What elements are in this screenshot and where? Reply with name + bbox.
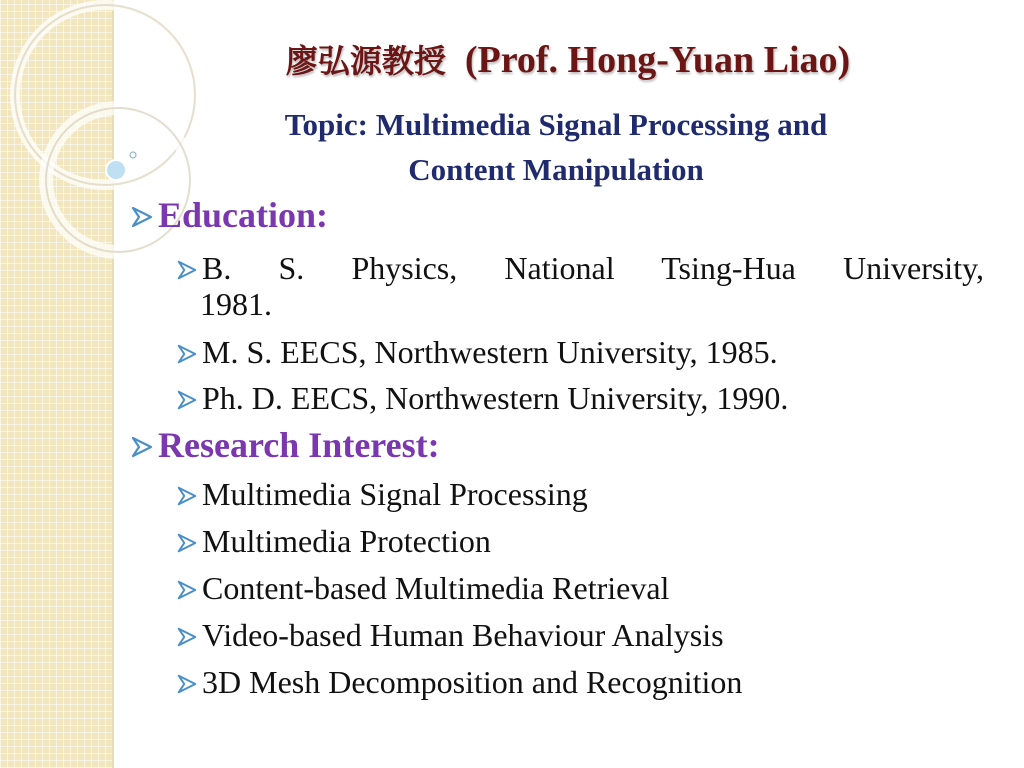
arrow-bullet-icon [130, 435, 158, 459]
arrow-bullet-icon [176, 579, 202, 601]
education-heading [130, 194, 328, 236]
research-item-text: 3D Mesh Decomposition and Recognition [202, 664, 743, 700]
research-item-text: Multimedia Signal Processing [202, 476, 588, 512]
research-item [176, 570, 669, 606]
research-item [176, 476, 588, 512]
title-chinese-name: 廖弘源教授 [285, 42, 446, 80]
topic-line-1: Topic: Multimedia Signal Processing and [284, 107, 828, 142]
arrow-bullet-icon [176, 532, 202, 554]
education-item-text: B. S. Physics, National Tsing-Hua University, [202, 250, 984, 286]
slide-title [112, 38, 1024, 83]
arrow-bullet-icon [176, 485, 202, 507]
education-item [176, 250, 984, 286]
research-item [176, 664, 742, 700]
education-heading-label: Education: [158, 195, 329, 235]
arrow-bullet-icon [176, 389, 202, 411]
arrow-bullet-icon [176, 343, 202, 365]
arrow-bullet-icon [176, 259, 202, 281]
title-english-name: (Prof. Hong-Yuan Liao) [464, 39, 851, 81]
topic-line-2: Content Manipulation [408, 152, 704, 187]
research-item-text: Multimedia Protection [202, 523, 491, 559]
topic-subtitle [112, 102, 1000, 192]
education-item-text: Ph. D. EECS, Northwestern University, 1990. [202, 380, 789, 416]
research-item-text: Content-based Multimedia Retrieval [202, 570, 670, 606]
education-item-text: M. S. EECS, Northwestern University, 1985. [202, 334, 778, 370]
research-heading [130, 424, 440, 466]
research-item [176, 523, 491, 559]
arrow-bullet-icon [176, 626, 202, 648]
education-item [176, 334, 778, 370]
arrow-bullet-icon [176, 673, 202, 695]
arrow-bullet-icon [130, 205, 158, 229]
education-item [176, 380, 788, 416]
research-heading-label: Research Interest: [158, 425, 440, 465]
research-item-text: Video-based Human Behaviour Analysis [202, 617, 724, 653]
research-item [176, 617, 724, 653]
education-item-continuation: 1981. [200, 286, 272, 322]
